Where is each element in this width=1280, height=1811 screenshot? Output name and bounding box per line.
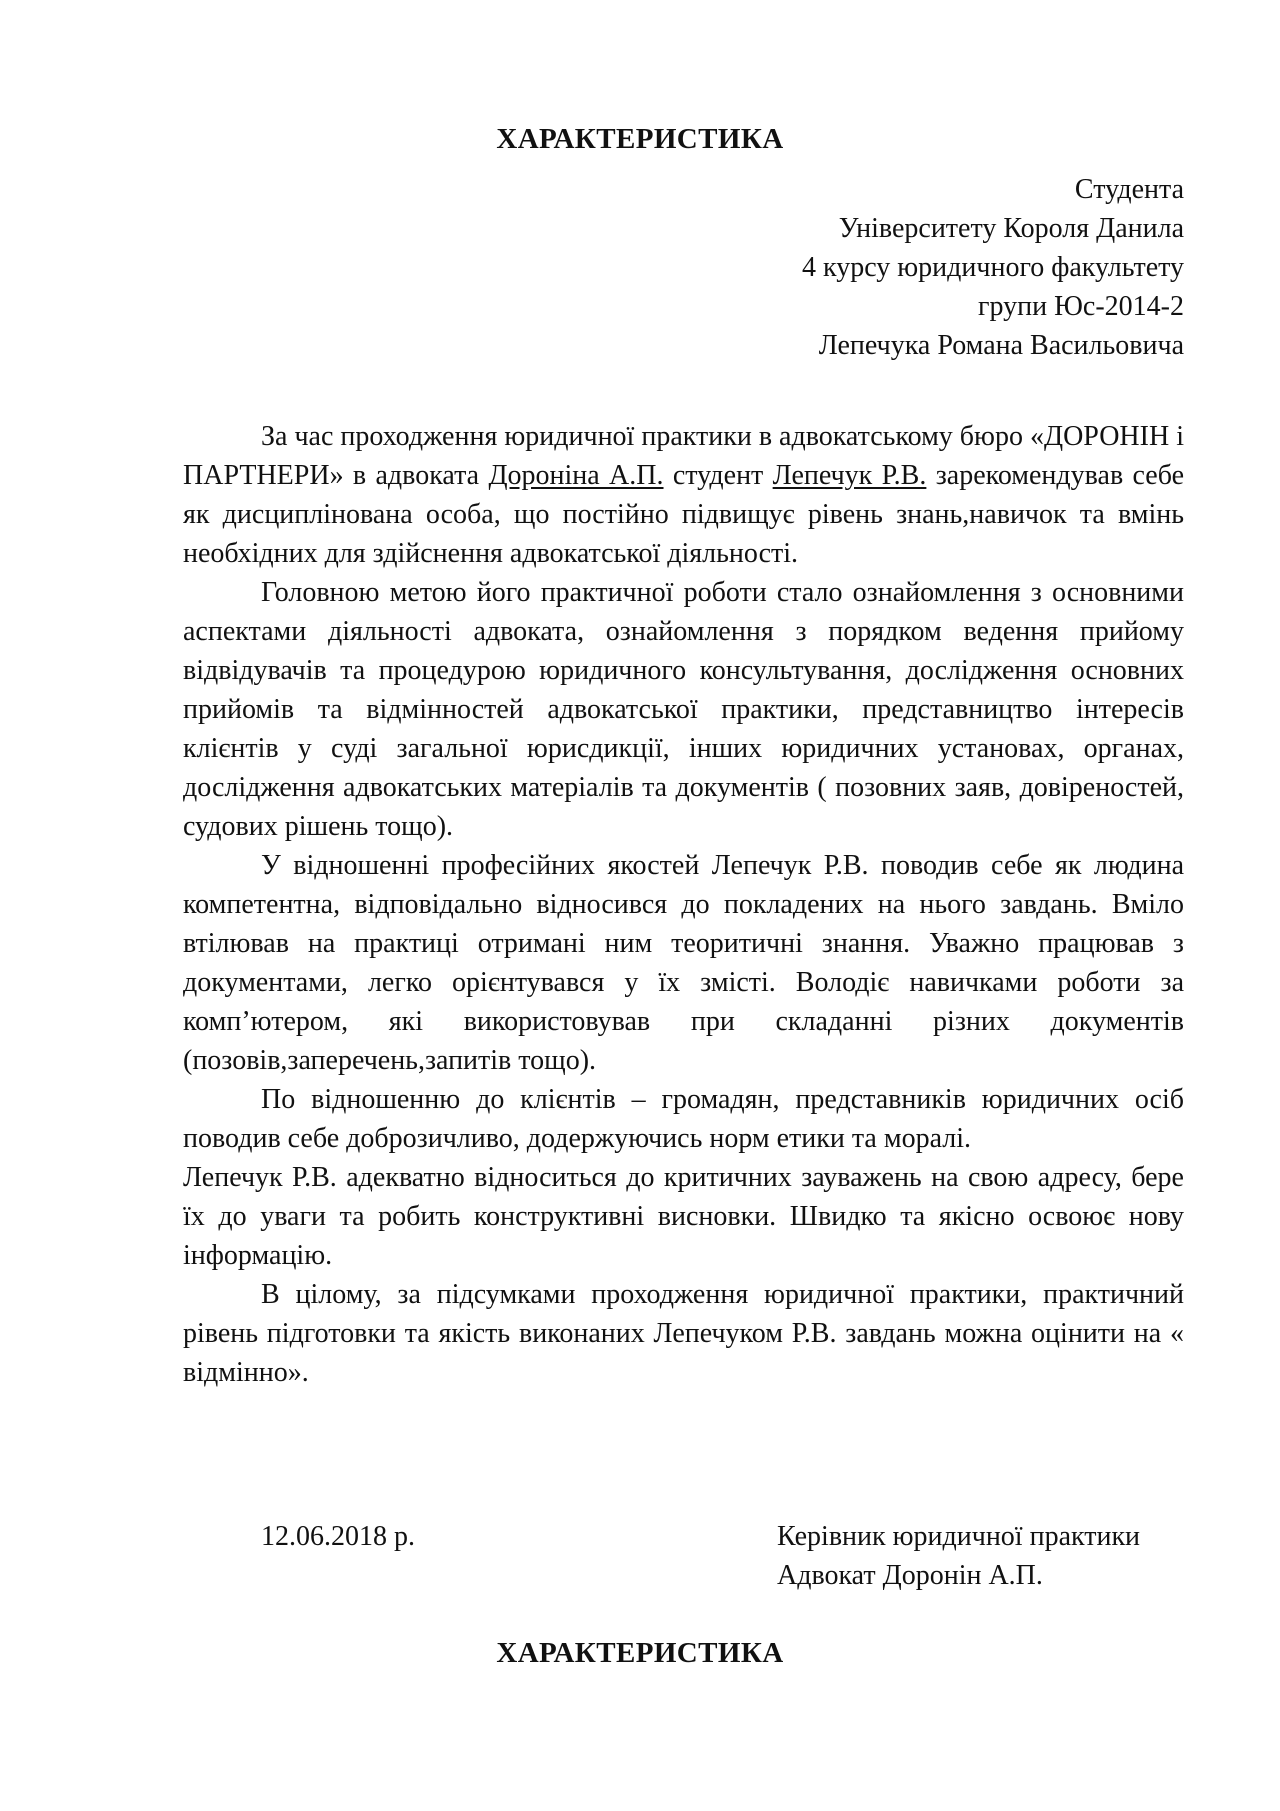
paragraph-clients: По відношенню до клієнтів – громадян, представників юридичних осіб поводив себе доброзичливо, додержуючись норм етики та моралі.	[183, 1084, 1184, 1154]
paragraph-conclusion: В цілому, за підсумками проходження юридичної практики, практичний рівень підготовки та якість виконаних Лепечуком Р.В. завдань можна оцінити на « відмінно».	[183, 1279, 1184, 1388]
document-title-repeat: ХАРАКТЕРИСТИКА	[496, 1637, 784, 1669]
document-date: 12.06.2018 р.	[261, 1521, 415, 1552]
addressee-line: 4 курсу юридичного факультету	[801, 252, 1184, 283]
student-name: Лепечук Р.В.	[772, 460, 927, 491]
paragraph-internship	[183, 417, 1184, 573]
signature-block	[777, 1517, 1140, 1595]
paragraph-goals: Головною метою його практичної роботи стало ознайомлення з основними аспектами діяльності адвоката, ознайомлення з порядком ведення прийому відвідувачів та процедурою юридичного консультування, дослідження основних прийомів та відмінностей адвокатської практики, представництво інтересів клієнтів у суді загальної юрисдикції, інших юридичних установах, органах, дослідження адвокатських матеріалів та документів ( позовних заяв, довіреностей, судових рішень тощо).	[183, 577, 1184, 842]
advocate-name: Дороніна А.П.	[488, 460, 664, 491]
addressee-line: Студента	[1074, 174, 1184, 205]
paragraph-qualities: У відношенні професійних якостей Лепечук Р.В. поводив себе як людина компетентна, відповідально відносився до покладених на нього завдань. Вміло втілював на практиці отримані ним теоритичні знання. Уважно працював з документами, легко орієнтувався у їх змісті. Володіє навичками роботи за комп’ютером, які використовував при складанні різних документів (позовів,заперечень,запитів тощо).	[183, 850, 1184, 1076]
addressee-line: Університету Короля Данила	[838, 213, 1184, 244]
paragraph-text: За час проходження юридичної практики в адвокатському бюро «ДОРОНІН і ПАРТНЕРИ» в адвоката	[183, 421, 1184, 491]
document-title: ХАРАКТЕРИСТИКА	[496, 123, 784, 155]
addressee-block	[802, 170, 1184, 365]
paragraph-text: студент	[663, 460, 773, 491]
signature-name: Адвокат Доронін А.П.	[777, 1560, 1043, 1591]
body-text	[183, 417, 1184, 1392]
paragraph-criticism: Лепечук Р.В. адекватно відноситься до критичних зауважень на свою адресу, бере їх до уваги та робить конструктивні висновки. Швидко та якісно освоює нову інформацію.	[183, 1162, 1184, 1271]
addressee-line: Лепечука Романа Васильовича	[818, 330, 1184, 361]
paragraph-text: зарекомендував себе як дисциплінована особа, що постійно підвищує рівень знань,навичок та вмінь необхідних для здійснення адвокатської діяльності.	[183, 460, 1185, 569]
addressee-line: групи Юс-2014-2	[978, 291, 1184, 322]
signature-position: Керівник юридичної практики	[777, 1521, 1141, 1552]
